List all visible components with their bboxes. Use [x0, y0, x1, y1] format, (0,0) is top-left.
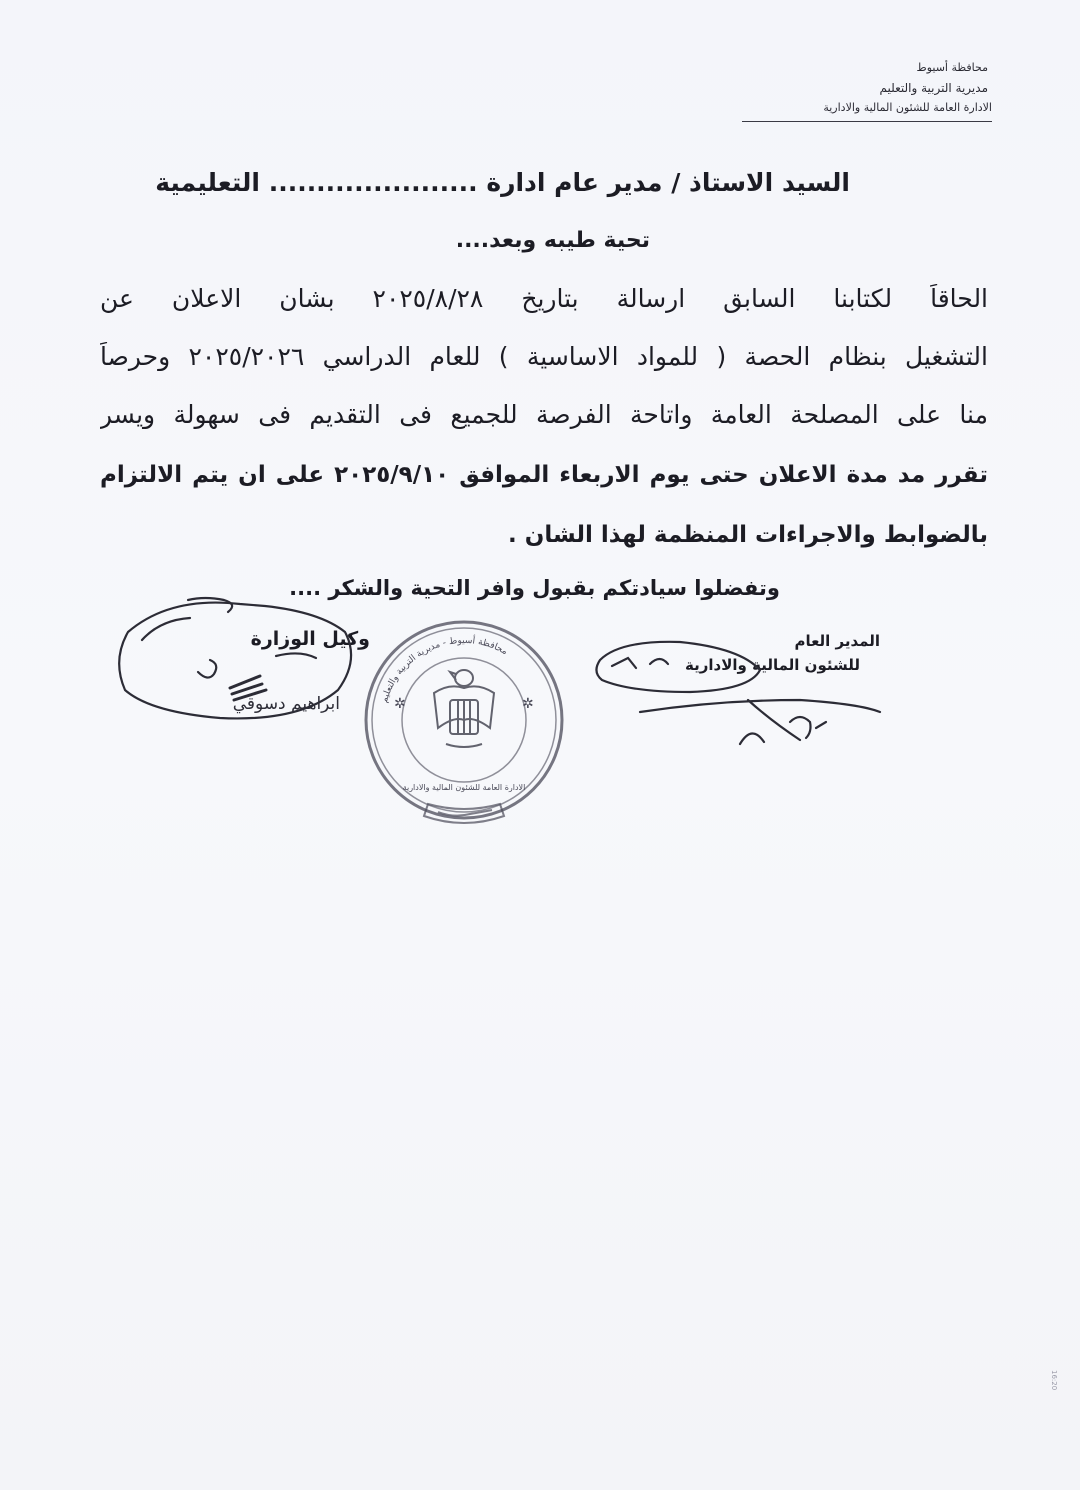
seal-star-icon: ✲	[394, 696, 406, 712]
general-manager-title: المدير العام	[794, 632, 880, 650]
seal-ring-text: محافظة أسيوط - مديرية التربية والتعليم	[379, 635, 510, 705]
deputy-minister-name: ابراهيم دسوقي	[232, 694, 340, 714]
scanner-side-mark: 16:20	[1050, 1370, 1058, 1391]
decision-line-2: بالضوابط والاجراءات المنظمة لهذا الشان .	[507, 522, 988, 548]
greeting-line: تحية طيبه وبعد....	[455, 228, 650, 253]
deputy-minister-title: وكيل الوزارة	[250, 628, 370, 650]
governorate-name: محافظة أسيوط	[916, 61, 988, 74]
department-name: الادارة العامة للشئون المالية والادارية	[742, 98, 992, 122]
official-seal	[354, 608, 574, 838]
addressee-line: السيد الاستاذ / مدير عام ادارة ...................... التعليمية	[155, 168, 850, 197]
closing-line: وتفضلوا سيادتكم بقبول وافر التحية والشكر ....	[289, 576, 780, 600]
directorate-name: مديرية التربية والتعليم	[879, 81, 988, 95]
body-line-3: منا على المصلحة العامة واتاحة الفرصة للجميع فى التقديم فى سهولة ويسر	[100, 400, 988, 429]
decision-line-1: تقرر مد مدة الاعلان حتى يوم الاربعاء الموافق ٢٠٢٥/٩/١٠ على ان يتم الالتزام	[100, 462, 988, 488]
body-line-1: الحاقاً لكتابنا السابق ارسالة بتاريخ ٢٠٢٥/٨/٢٨ بشان الاعلان عن	[100, 284, 988, 313]
general-manager-subtitle: للشئون المالية والادارية	[685, 656, 860, 674]
seal-bottom-text: الادارة العامة للشئون المالية والادارية	[402, 783, 526, 792]
eagle-emblem-icon	[434, 670, 494, 747]
body-line-2: التشغيل بنظام الحصة ( للمواد الاساسية ) للعام الدراسي ٢٠٢٥/٢٠٢٦ وحرصاً	[100, 342, 988, 371]
seal-star-icon: ✲	[522, 696, 534, 712]
letterhead	[728, 58, 992, 122]
